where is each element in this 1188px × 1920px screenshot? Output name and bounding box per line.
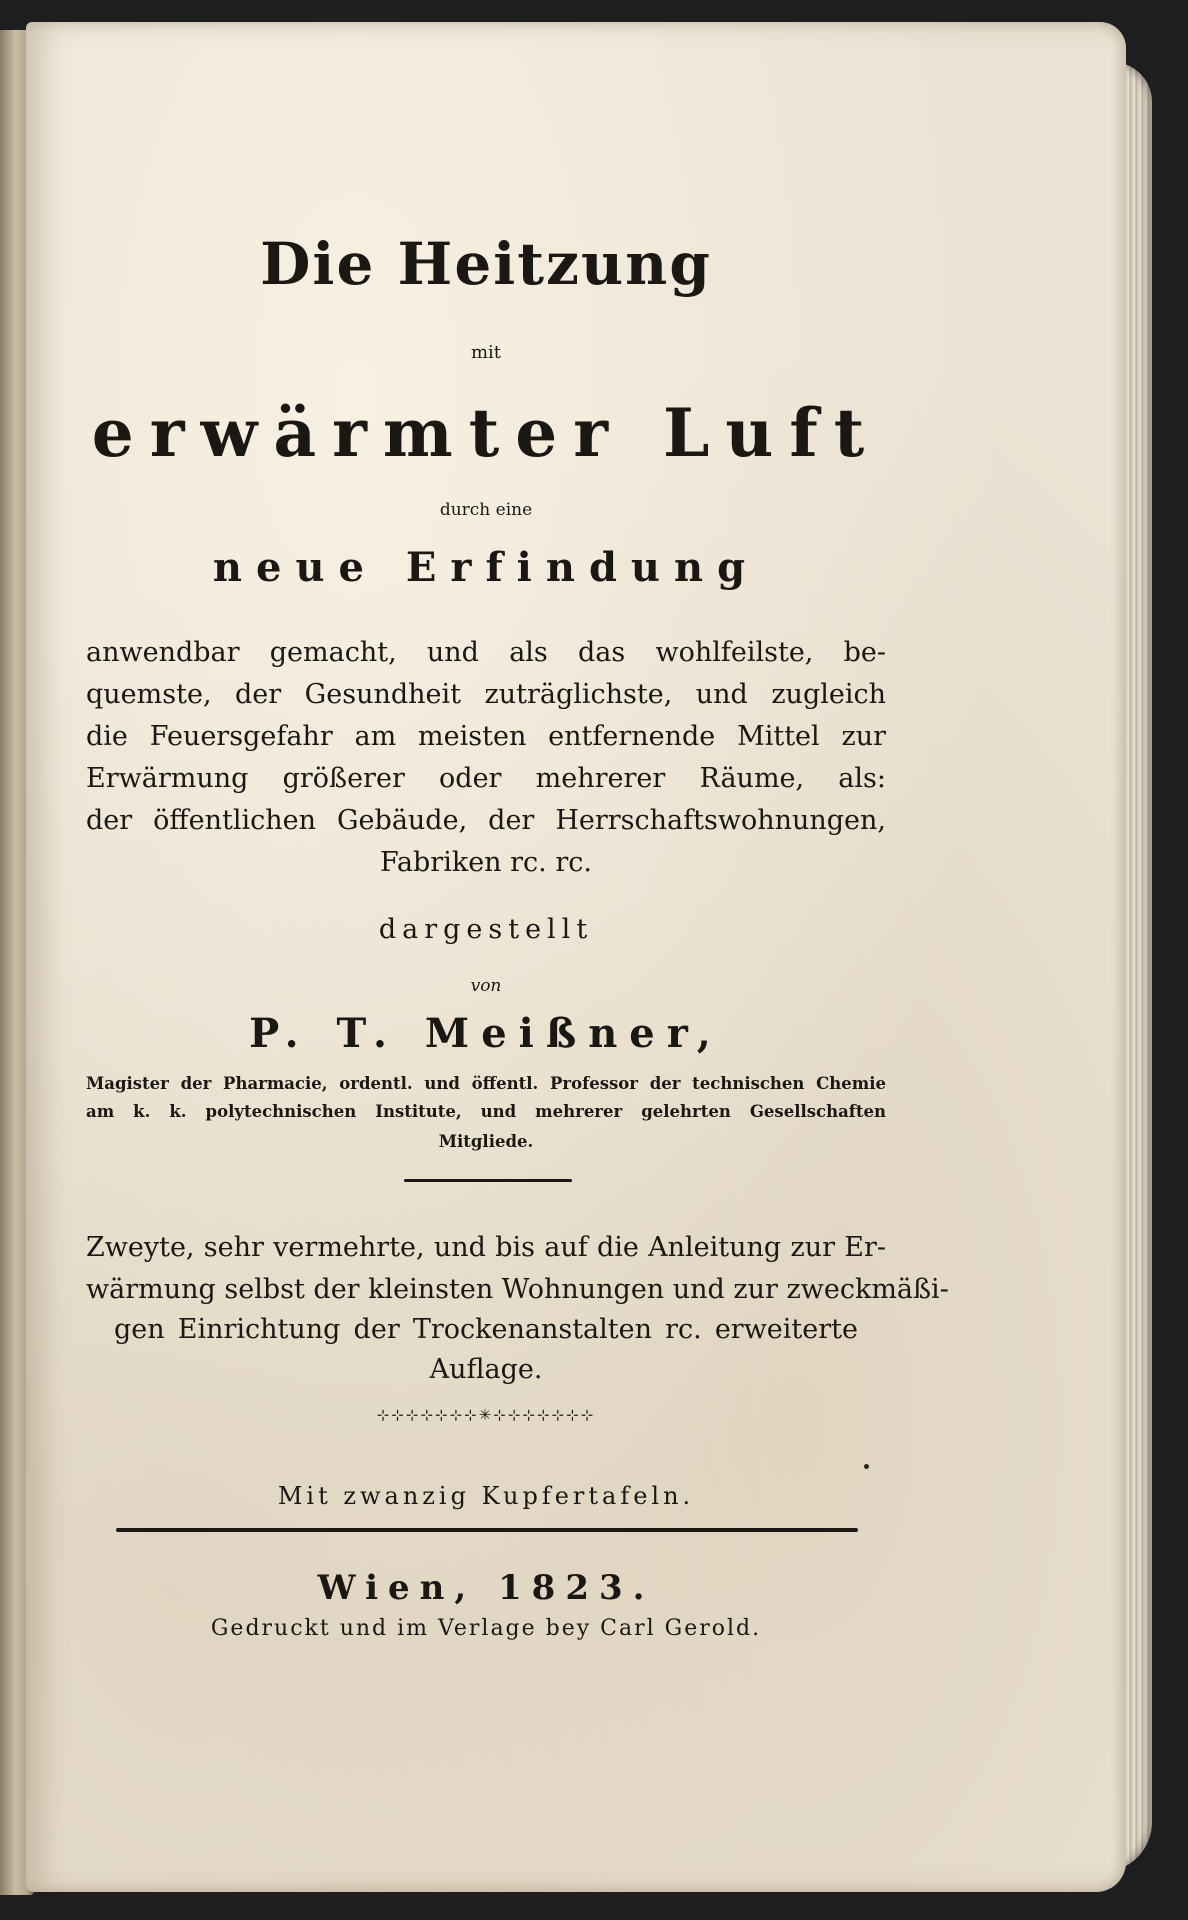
edition-line: gen Einrichtung der Trockenanstalten rc. erweiterte <box>114 1314 858 1345</box>
author-credentials-line: am k. k. polytechnischen Institute, und mehrerer gelehrten Gesellschaften <box>86 1102 886 1121</box>
author-name: P. T. Meißner, <box>249 1010 723 1057</box>
dargestellt-label: dargestellt <box>378 914 594 945</box>
title-line-2: erwärmter Luft <box>91 394 881 472</box>
description-line: die Feuersgefahr am meisten entfernende Mittel zur <box>86 721 886 752</box>
description-line: Erwärmung größerer oder mehrerer Räume, als: <box>86 763 886 794</box>
von-label: von <box>470 976 502 996</box>
description-line: anwendbar gemacht, und als das wohlfeilste, be- <box>86 637 886 668</box>
title-line-1: Die Heitzung <box>260 230 712 298</box>
title-page <box>26 22 1126 1892</box>
title-connector-durch: durch eine <box>439 500 533 520</box>
title-page-content <box>86 22 949 1892</box>
description-line: Fabriken rc. rc. <box>380 847 592 878</box>
ink-dot <box>864 1464 869 1469</box>
plates-note: Mit zwanzig Kupfertafeln. <box>277 1482 695 1510</box>
title-connector-mit: mit <box>470 342 502 363</box>
ornament-divider: ⊹⊹⊹⊹⊹⊹⊹✳⊹⊹⊹⊹⊹⊹⊹ <box>376 1406 596 1424</box>
edition-line: Auflage. <box>429 1354 543 1385</box>
divider-short <box>404 1179 572 1182</box>
description-line: der öffentlichen Gebäude, der Herrschaftswohnungen, <box>86 805 886 836</box>
printer-imprint: Gedruckt und im Verlage bey Carl Gerold. <box>210 1616 762 1641</box>
divider-long <box>116 1528 858 1532</box>
title-line-3: neue Erfindung <box>212 544 760 591</box>
edition-line: wärmung selbst der kleinsten Wohnungen und zur zweckmäßi- <box>86 1274 949 1305</box>
author-credentials-line: Magister der Pharmacie, ordentl. und öffentl. Professor der technischen Chemie <box>86 1074 886 1093</box>
edition-line: Zweyte, sehr vermehrte, und bis auf die Anleitung zur Er- <box>86 1232 886 1263</box>
description-line: quemste, der Gesundheit zuträglichste, und zugleich <box>86 679 886 710</box>
place-and-year: Wien, 1823. <box>317 1568 655 1608</box>
author-credentials-line: Mitgliede. <box>438 1132 534 1151</box>
